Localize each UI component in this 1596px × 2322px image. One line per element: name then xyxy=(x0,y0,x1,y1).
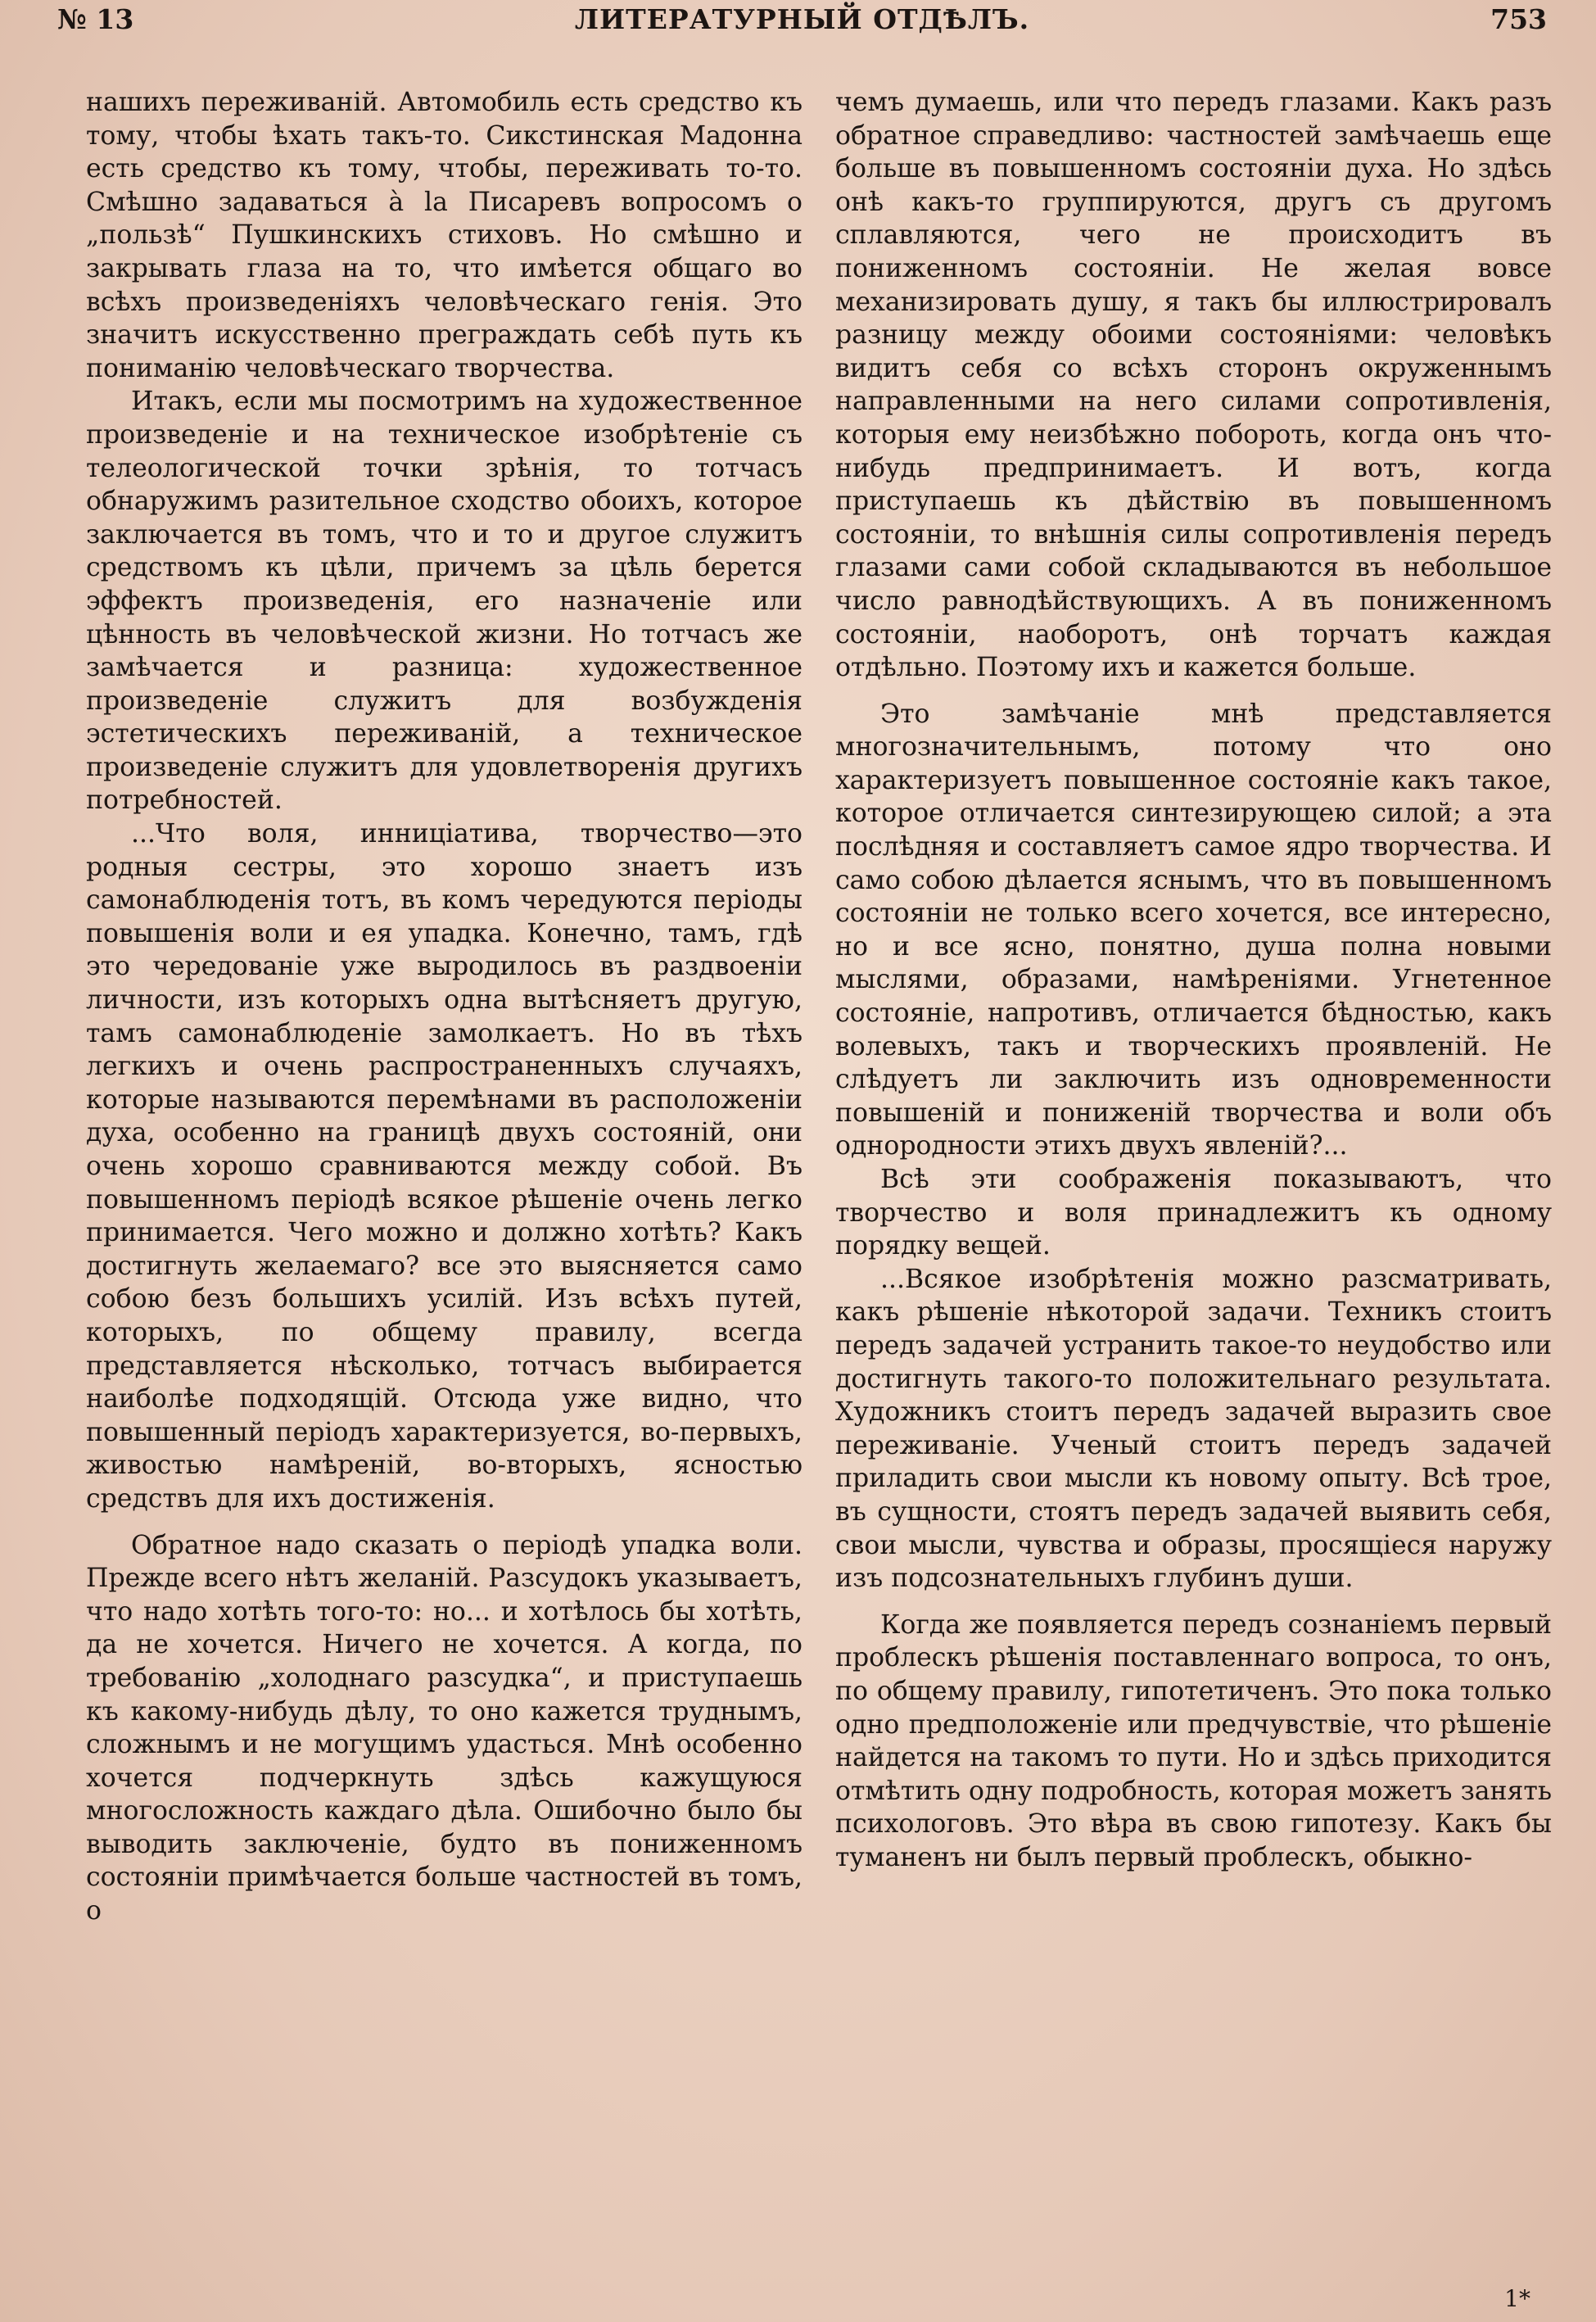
section-title: ЛИТЕРАТУРНЫЙ ОТДѢЛЪ. xyxy=(574,3,1030,35)
paragraph: Когда же появляется передъ сознаніемъ первый проблескъ рѣшенія поставленнаго вопроса, то онъ, по общему правилу, гипотетиченъ. Это пока только одно предположеніе или предчувствіе, что рѣшеніе найдется на такомъ то пути. Но и здѣсь приходится отмѣтить одну подробность, которая можетъ занять психологовъ. Это вѣра въ свою гипотезу. Какъ бы туманенъ ни былъ первый проблескъ, обыкно- xyxy=(835,1609,1552,1872)
paragraph: ...Всякое изобрѣтенія можно разсматривать, какъ рѣшеніе нѣкоторой задачи. Техникъ стоитъ передъ задачей устранить такое-то неудобство или достигнуть такого-то положительнаго результата. Художникъ стоитъ передъ задачей выразить свое переживаніе. Ученый стоитъ передъ задачей приладить свои мысли къ новому опыту. Всѣ трое, въ сущности, стоятъ передъ задачей выявить себя, свои мысли, чувства и образы, просящіеся наружу изъ подсознательныхъ глубинъ души. xyxy=(835,1264,1552,1594)
left-column xyxy=(86,86,803,1928)
right-column xyxy=(835,86,1552,1874)
paragraph: ...Что воля, инниціатива, творчество—это родныя сестры, это хорошо знаетъ изъ самонаблюденія тотъ, въ комъ чередуются періоды повышенія воли и ея упадка. Конечно, тамъ, гдѣ это чередованіе уже выродилось въ раздвоеніи личности, изъ которыхъ одна вытѣсняетъ другую, тамъ самонаблюденіе замолкаетъ. Но въ тѣхъ легкихъ и очень распространенныхъ случаяхъ, которые называются перемѣнами въ расположеніи духа, особенно на границѣ двухъ состояній, они очень хорошо сравниваются между собой. Въ повышенномъ періодѣ всякое рѣшеніе очень легко принимается. Чего можно и должно хотѣть? Какъ достигнуть желаемаго? все это выясняется само собою безъ большихъ усилій. Изъ всѣхъ путей, которыхъ, по общему правилу, всегда представляется нѣсколько, тотчасъ выбирается наиболѣе подходящій. Отсюда уже видно, что повышенный періодъ характеризуется, во-первыхъ, живостью намѣреній, во-вторыхъ, ясностью средствъ для ихъ достиженія. xyxy=(86,819,803,1514)
page-number: 753 xyxy=(1490,3,1547,35)
paragraph: Всѣ эти соображенія показываютъ, что творчество и воля принадлежитъ къ одному порядку вещей. xyxy=(835,1165,1552,1261)
paragraph: Это замѣчаніе мнѣ представляется многозначительнымъ, потому что оно характеризуетъ повышенное состояніе какъ такое, которое отличается синтезирующею силой; а эта послѣдняя и составляетъ самое ядро творчества. И само собою дѣлается яснымъ, что въ повышенномъ состояніи не только всего хочется, все интересно, но и все ясно, понятно, душа полна новыми мыслями, образами, намѣреніями. Угнетенное состояніе, напротивъ, отличается бѣдностью, какъ волевыхъ, такъ и творческихъ проявленій. Не слѣдуетъ ли заключить изъ одновременности повышеній и пониженій творчества и воли объ однородности этихъ двухъ явленій?... xyxy=(835,699,1552,1161)
paragraph: нашихъ переживаній. Автомобиль есть средство къ тому, чтобы ѣхать такъ-то. Сикстинская Мадонна есть средство къ тому, чтобы, переживать то-то. Смѣшно задаваться à la Писаревъ вопросомъ о „пользѣ“ Пушкинскихъ стиховъ. Но смѣшно и закрывать глаза на то, что имѣется общаго во всѣхъ произведеніяхъ человѣческаго генія. Это значитъ искусственно преграждать себѣ путь къ пониманію человѣческаго творчества. xyxy=(86,88,803,383)
paragraph: чемъ думаешь, или что передъ глазами. Какъ разъ обратное справедливо: частностей замѣчаешь еще больше въ повышенномъ состояніи духа. Но здѣсь онѣ какъ-то группируются, другъ съ другомъ сплавляются, чего не происходитъ въ пониженномъ состояніи. Не желая вовсе механизировать душу, я такъ бы иллюстрировалъ разницу между обоими состояніями: человѣкъ видитъ себя со всѣхъ сторонъ окруженнымъ направленными на него силами сопротивленія, которыя ему неизбѣжно побороть, когда онъ что-нибудь предпринимаетъ. И вотъ, когда приступаешь къ дѣйствію въ повышенномъ состояніи, то внѣшнія силы сопротивленія передъ глазами сами собой складываются въ небольшое число равнодѣйствующихъ. А въ пониженномъ состояніи, наоборотъ, онѣ торчатъ каждая отдѣльно. Поэтому ихъ и кажется больше. xyxy=(835,88,1552,683)
paragraph: Итакъ, если мы посмотримъ на художественное произведеніе и на техническое изобрѣтеніе съ телеологической точки зрѣнія, то тотчасъ обнаружимъ разительное сходство обоихъ, которое заключается въ томъ, что и то и другое служитъ средствомъ къ цѣли, причемъ за цѣль берется эффектъ произведенія, его назначеніе или цѣнность въ человѣческой жизни. Но тотчасъ же замѣчается и разница: художественное произведеніе служитъ для возбужденія эстетическихъ переживаній, а техническое произведеніе служитъ для удовлетворенія другихъ потребностей. xyxy=(86,387,803,816)
footnote-mark: 1* xyxy=(1504,2285,1530,2312)
page-header xyxy=(57,3,1547,44)
paragraph: Обратное надо сказать о періодѣ упадка воли. Прежде всего нѣтъ желаній. Разсудокъ указываетъ, что надо хотѣть того-то: но... и хотѣлось бы хотѣть, да не хочется. Ничего не хочется. А когда, по требованію „холоднаго разсудка“, и приступаешь къ какому-нибудь дѣлу, то оно кажется труднымъ, сложнымъ и не могущимъ удасться. Мнѣ особенно хочется подчеркнуть здѣсь кажущуюся многосложность каждаго дѣла. Ошибочно было бы выводить заключеніе, будто въ пониженномъ состояніи примѣчается больше частностей въ томъ, о xyxy=(86,1530,803,1926)
issue-number: № 13 xyxy=(57,3,134,35)
